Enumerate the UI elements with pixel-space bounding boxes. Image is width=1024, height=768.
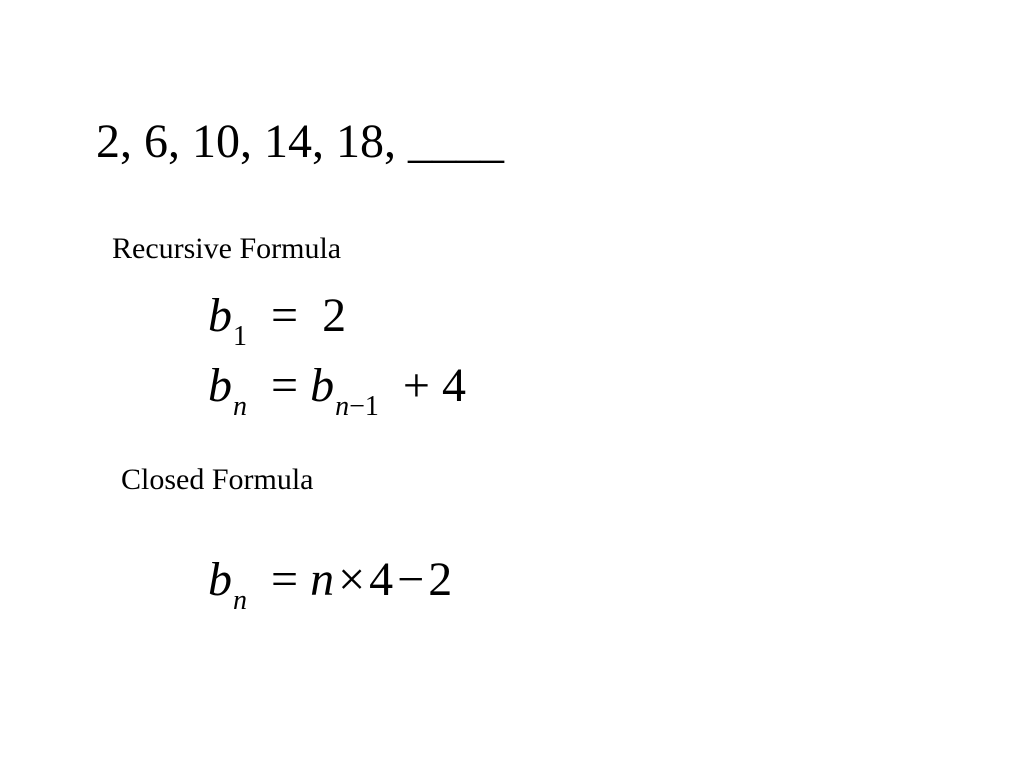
closed-lhs-subscript: n [233,585,247,616]
closed-formula-equation [208,552,452,615]
recursive-formula-heading: Recursive Formula [112,232,342,265]
closed-n-variable: n [310,553,335,606]
recurrence-equation [208,358,466,421]
closed-formula-heading: Closed Formula [121,463,314,496]
closed-times-sign: × [338,553,366,606]
recurrence-plus-sign: + [402,359,430,412]
initial-equals-sign: = [271,289,299,342]
closed-four: 4 [369,553,394,606]
recurrence-equals-sign: = [271,359,299,412]
closed-equals-sign: = [271,553,299,606]
sequence-text: 2, 6, 10, 14, 18, ____ [96,115,504,168]
recurrence-lhs-variable: b [208,359,232,412]
initial-lhs-subscript: 1 [233,321,247,352]
recurrence-rhs-subscript: n−1 [335,391,379,422]
recurrence-addend: 4 [441,359,466,412]
initial-value: 2 [322,289,347,342]
closed-minus-sign: − [397,553,425,606]
recurrence-rhs-variable: b [310,359,335,412]
recurrence-lhs-subscript: n [233,391,247,422]
closed-lhs-variable: b [208,553,232,606]
closed-two: 2 [428,553,453,606]
initial-term-equation [208,288,346,351]
initial-lhs-variable: b [208,289,232,342]
